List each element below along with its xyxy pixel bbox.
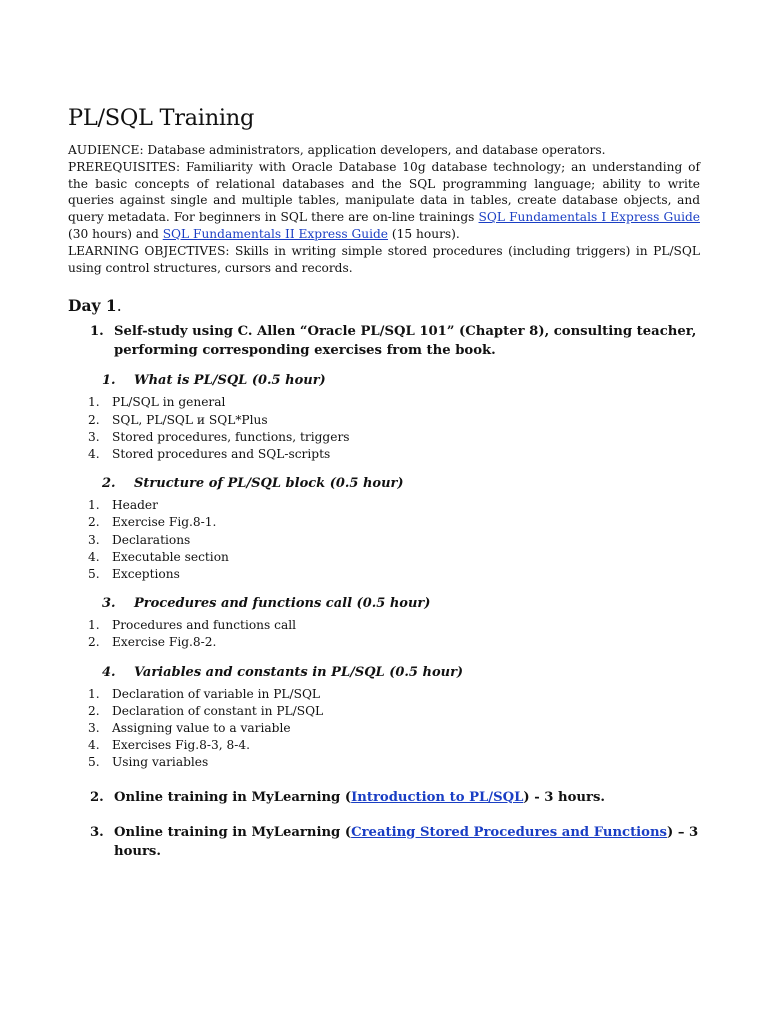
list-item-text: Declaration of variable in PL/SQL [112, 686, 321, 701]
list-item-text: Assigning value to a variable [112, 721, 291, 736]
objectives-text: LEARNING OBJECTIVES: Skills in writing simple stored procedures (including triggers) in PL/SQL using control structures, cursors and records. [68, 243, 700, 275]
list-item-text: Stored procedures and SQL-scripts [112, 446, 331, 461]
main-item-online-stored [68, 823, 700, 861]
list-item-number: 2. [88, 635, 100, 650]
list-item-number: 2. [88, 703, 100, 718]
list-item [68, 703, 700, 720]
list-item [68, 617, 700, 634]
list-item [68, 566, 700, 583]
day-heading [68, 296, 700, 316]
item2-prefix: Online training in MyLearning ( [114, 789, 352, 805]
main-item-online-intro [68, 788, 700, 807]
list-item-number: 4. [88, 446, 100, 461]
section-title: Structure of PL/SQL block (0.5 hour) [134, 476, 404, 492]
main-item-self-study [68, 322, 700, 360]
list-item-number: 2. [88, 412, 100, 427]
item3-prefix: Online training in MyLearning ( [114, 824, 352, 840]
list-item-text: SQL, PL/SQL и SQL*Plus [112, 412, 268, 427]
list-item-number: 1. [88, 498, 100, 513]
list-item [68, 429, 700, 446]
list-item-text: Exercises Fig.8-3, 8-4. [112, 738, 251, 753]
section-number: 3. [102, 596, 116, 612]
list-item-number: 3. [88, 532, 100, 547]
sql-fundamentals-2-link[interactable]: SQL Fundamentals II Express Guide [162, 226, 389, 241]
item3-suffix: ) – 3 hours. [114, 824, 699, 859]
intro-block [68, 142, 700, 276]
section-heading [68, 475, 700, 493]
section-number: 2. [102, 476, 116, 492]
item2-suffix: ) - 3 hours. [523, 789, 605, 805]
list-item [68, 634, 700, 651]
list-item [68, 412, 700, 429]
list-item [68, 394, 700, 411]
prereq-end: (15 hours). [388, 226, 460, 241]
list-item-number: 5. [88, 567, 100, 581]
list-item [68, 754, 700, 771]
main-item-number: 3. [90, 824, 104, 840]
main-item-text [114, 788, 700, 807]
list-item [68, 686, 700, 703]
list-item-number: 5. [88, 755, 100, 770]
section-title: What is PL/SQL (0.5 hour) [134, 373, 326, 389]
prereq-mid: (30 hours) and [68, 226, 163, 241]
list-item [68, 532, 700, 549]
section-heading [68, 664, 700, 682]
list-item-text: Exercise Fig.8-1. [112, 515, 217, 530]
list-item-text: Stored procedures, functions, triggers [112, 429, 350, 444]
list-item-text: Using variables [112, 755, 209, 770]
list-item [68, 497, 700, 514]
list-item-number: 2. [88, 515, 100, 530]
audience-text: AUDIENCE: Database administrators, application developers, and database operators. [68, 143, 606, 157]
sql-fundamentals-1-link[interactable]: SQL Fundamentals I Express Guide [478, 210, 700, 225]
section-heading [68, 595, 700, 613]
section-heading [68, 372, 700, 390]
stored-procedures-link[interactable]: Creating Stored Procedures and Functions [351, 824, 667, 840]
list-item-text: Declaration of constant in PL/SQL [112, 703, 324, 718]
section-number: 1. [102, 373, 116, 389]
list-item-text: PL/SQL in general [112, 395, 226, 410]
section-title: Procedures and functions call (0.5 hour) [134, 596, 431, 612]
main-item-text: Self-study using C. Allen “Oracle PL/SQL 101” (Chapter 8), consulting teacher, performing corresponding exercises from the book. [114, 324, 697, 359]
main-item-text [114, 823, 700, 861]
list-item [68, 720, 700, 737]
list-item [68, 514, 700, 531]
list-item-text: Procedures and functions call [112, 618, 297, 633]
list-item-number: 4. [88, 738, 100, 753]
intro-plsql-link[interactable]: Introduction to PL/SQL [351, 789, 524, 805]
list-item-number: 4. [88, 549, 100, 564]
list-item-number: 1. [88, 618, 100, 633]
sections-container [68, 372, 700, 771]
prerequisites-text [68, 159, 700, 243]
main-item-number: 2. [90, 789, 104, 805]
list-item-number: 3. [88, 429, 100, 444]
list-item-text: Header [112, 498, 158, 513]
document-page [68, 104, 700, 861]
list-item-text: Executable section [112, 549, 229, 564]
list-item-text: Exceptions [112, 567, 180, 581]
list-item [68, 737, 700, 754]
list-item [68, 446, 700, 463]
list-item-number: 1. [88, 395, 100, 410]
list-item-text: Exercise Fig.8-2. [112, 635, 217, 650]
list-item-text: Declarations [112, 532, 191, 547]
page-title: PL/SQL Training [68, 105, 255, 131]
prereq-start: PREREQUISITES: Familiarity with Oracle Database 10g database technology; an understanding of the basic concepts of relational databases and the SQL programming language; ability to write queries against single and multiple tables, manipulate data in tables, create database objects, and query metadata. For beginners in SQL there are on-line trainings [68, 159, 700, 225]
section-title: Variables and constants in PL/SQL (0.5 hour) [134, 664, 464, 680]
list-item [68, 549, 700, 566]
section-number: 4. [102, 664, 116, 680]
list-item-number: 1. [88, 686, 100, 701]
day-label: Day 1 [68, 296, 117, 316]
day-dot: . [116, 297, 122, 316]
main-item-number: 1. [90, 324, 104, 340]
list-item-number: 3. [88, 721, 100, 736]
